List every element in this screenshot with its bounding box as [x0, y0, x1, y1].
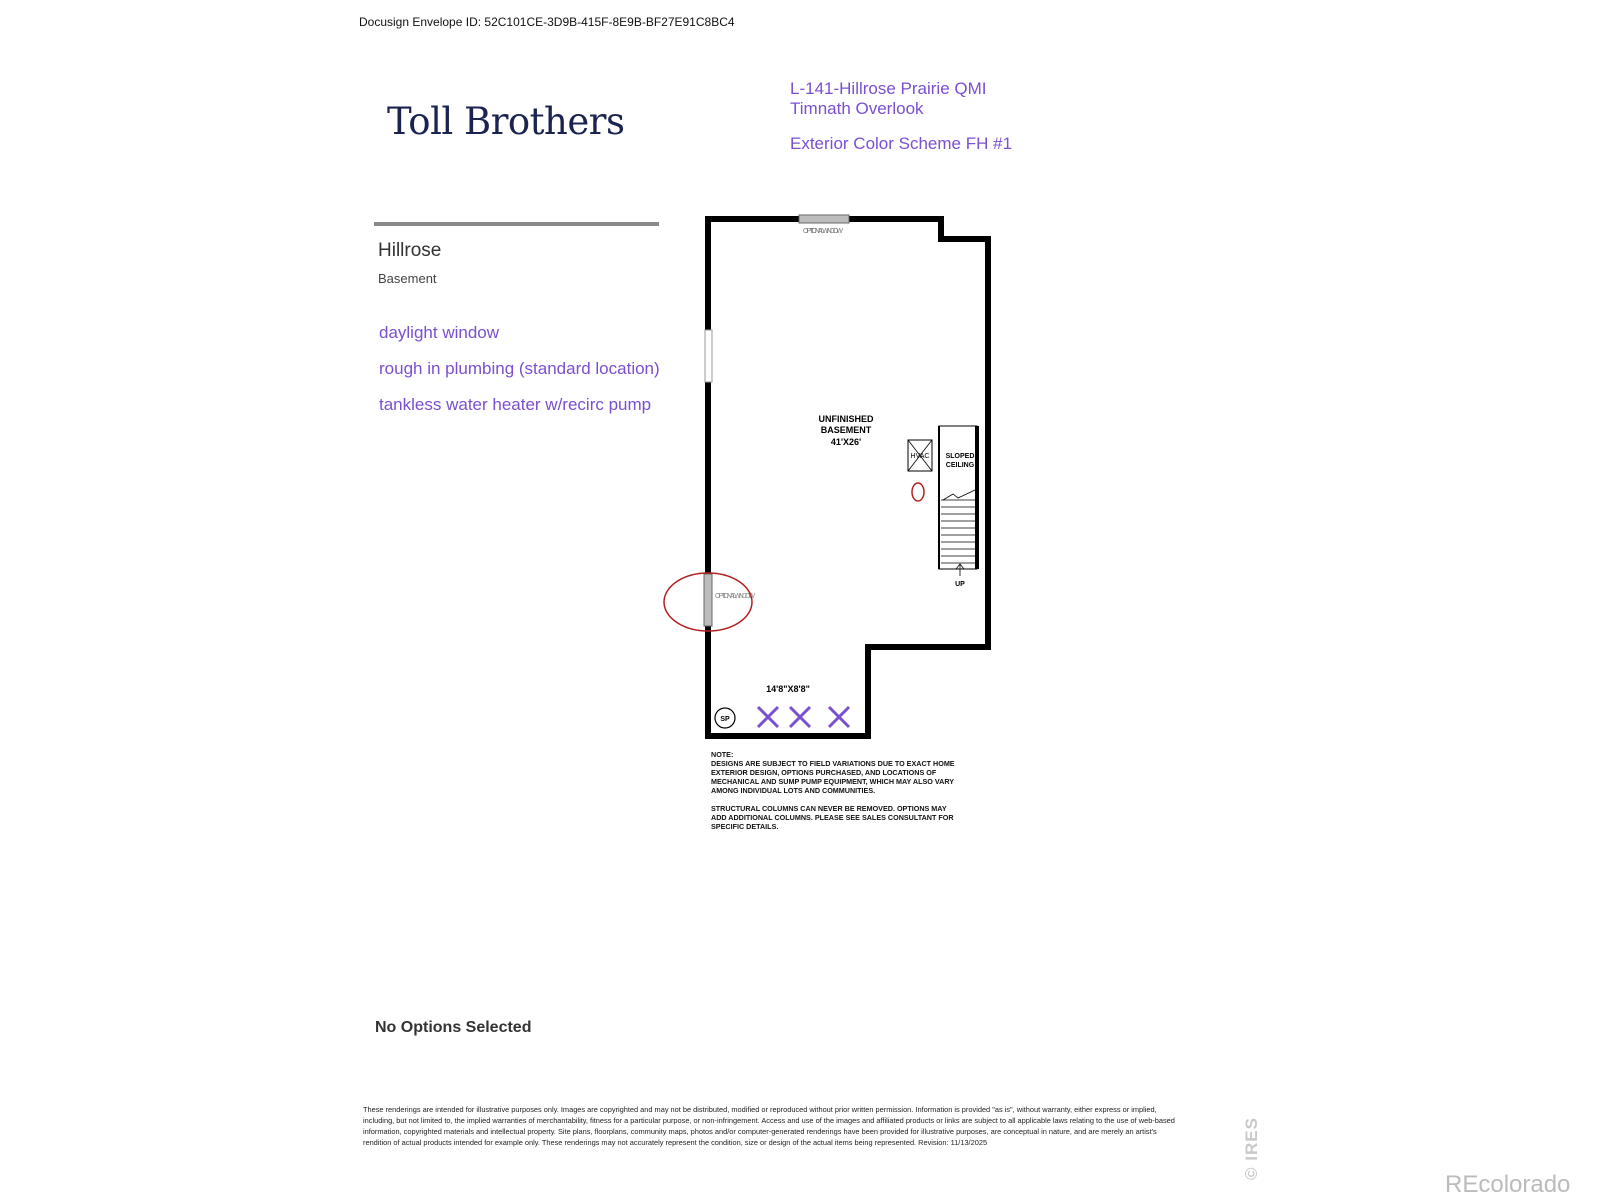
room-label-2: BASEMENT: [820, 425, 872, 435]
plan-note: [711, 750, 961, 840]
sloped-label-1: SLOPED: [945, 453, 975, 460]
ires-watermark: © IRES: [1242, 1117, 1261, 1180]
plan-note-para-1: DESIGNS ARE SUBJECT TO FIELD VARIATIONS DUE TO EXACT HOME EXTERIOR DESIGN, OPTIONS PURCHASED, AND LOCATIONS OF MECHANICAL AND SUMP PUMP EQUIPMENT, WHICH MAY ALSO VARY AMONG INDIVIDUAL LOTS AND COMMUNITIES.: [711, 759, 955, 795]
room-label-1: UNFINISHED: [818, 414, 874, 424]
alcove-dims: 14'8"X8'8": [766, 684, 810, 694]
room-dims: 41'X26': [830, 437, 862, 447]
level-label: Basement: [378, 271, 437, 286]
annotation-water-heater: tankless water heater w/recirc pump: [379, 395, 652, 414]
stair-treads: [941, 490, 975, 576]
left-optional-window: [704, 574, 712, 626]
plan-note-heading: NOTE:: [711, 750, 734, 759]
plumbing-marks: [758, 707, 849, 727]
envelope-id: Docusign Envelope ID: 52C101CE-3D9B-415F-8E9B-BF27E91C8BC4: [359, 15, 735, 29]
plan-note-para-2: STRUCTURAL COLUMNS CAN NEVER BE REMOVED. OPTIONS MAY ADD ADDITIONAL COLUMNS. PLEASE SEE SALES CONSULTANT FOR SPECIFIC DETAILS.: [711, 804, 954, 831]
daylight-window: [705, 330, 712, 382]
water-heater-circle: [912, 483, 924, 501]
color-scheme: Exterior Color Scheme FH #1: [790, 134, 1013, 153]
sump-label: SP: [720, 716, 730, 723]
left-window-label: OPTIONAL WINDOW: [715, 593, 755, 600]
lot-line-1: L-141-Hillrose Prairie QMI: [790, 79, 987, 98]
hvac-label: HVAC: [910, 453, 930, 460]
toll-brothers-logo: Toll Brothers: [387, 100, 625, 143]
basement-walls: [708, 219, 988, 736]
stair-up-label: UP: [955, 581, 965, 588]
annotation-rough-in-plumbing: rough in plumbing (standard location): [379, 359, 660, 378]
disclaimer: These renderings are intended for illustrative purposes only. Images are copyrighted and may not be distributed, modified or reproduced without prior written permission. Information is provided "as is", without warranty, either express or implied, including, but not limited to, the implied warranties of merchantability, fitness for a particular purpose, or non-infringement. Access and use of the images and affiliated products or links are subject to all applicable laws relating to the use of web-based information, copyrighted materials and intellectual property. Site plans, floorplans, community maps, photos and/or computer-generated renderings have been provided for illustrative purposes, are conceptual in nature, and are merely an artist's rendition of actual products intended for example only. These renderings may not accurately represent the condition, size or design of the actual items being represented. Revision: 11/13/2025: [363, 1105, 1175, 1147]
lot-line-2: Timnath Overlook: [790, 99, 924, 118]
annotation-daylight-window: daylight window: [379, 323, 500, 342]
recolorado-watermark: REcolorado: [1445, 1171, 1571, 1198]
options-status: No Options Selected: [375, 1019, 532, 1036]
top-optional-window: [799, 215, 849, 223]
top-window-label-1: OPTIONAL WINDOW: [803, 228, 843, 235]
model-name: Hillrose: [378, 240, 442, 261]
sloped-label-2: CEILING: [945, 462, 975, 469]
